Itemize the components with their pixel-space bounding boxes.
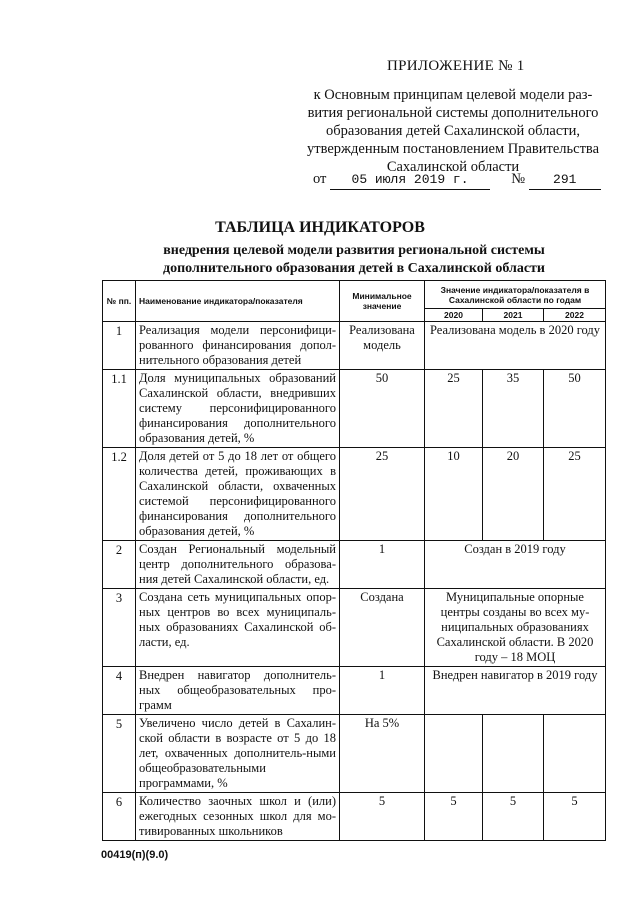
header-year-2020: 2020	[425, 309, 483, 322]
row-value-2022: 5	[544, 793, 606, 841]
row-name: Количество заочных школ и (или) ежегодных сезонных школ для мо-тивированных школьников	[136, 793, 340, 841]
row-value-2021	[483, 715, 544, 793]
table-row	[103, 589, 606, 667]
row-min: 5	[340, 793, 425, 841]
row-years-merged: Реализована модель в 2020 году	[425, 322, 606, 370]
header-min: Минимальное значение	[340, 281, 425, 322]
row-years-merged: Создан в 2019 году	[425, 541, 606, 589]
resolution-date-number	[313, 171, 601, 190]
subtitle-line: внедрения целевой модели развития региональной системы	[163, 243, 545, 258]
date-value: 05 июля 2019 г.	[330, 172, 490, 190]
row-num: 1.1	[103, 370, 136, 448]
row-min: Реализована модель	[340, 322, 425, 370]
row-value-2021: 5	[483, 793, 544, 841]
row-value-2020	[425, 715, 483, 793]
appendix-line: к Основным принципам целевой модели раз-	[313, 87, 593, 103]
header-year-2022: 2022	[544, 309, 606, 322]
header-years-group: Значение индикатора/показателя в Сахалинской области по годам	[425, 281, 606, 309]
document-code: 00419(п)(9.0)	[101, 849, 169, 861]
table-row	[103, 541, 606, 589]
row-min: 1	[340, 541, 425, 589]
number-prefix: №	[511, 171, 526, 187]
header-name: Наименование индикатора/показателя	[136, 281, 340, 322]
document-title: ТАБЛИЦА ИНДИКАТОРОВ	[215, 219, 425, 236]
row-num: 1	[103, 322, 136, 370]
row-value-2020: 25	[425, 370, 483, 448]
appendix-line: вития региональной системы дополнительного	[307, 105, 599, 121]
header-num: № пп.	[103, 281, 136, 322]
row-num: 2	[103, 541, 136, 589]
row-name: Доля детей от 5 до 18 лет от общего количества детей, проживающих в Сахалинской области, охваченных системой персонифицированного финансирования дополнительного образования детей, %	[136, 448, 340, 541]
row-name: Создана сеть муниципальных опор-ных центров во всех муниципаль-ных образованиях Сахалинской об-ласти, ед.	[136, 589, 340, 667]
table-row	[103, 448, 606, 541]
row-num: 1.2	[103, 448, 136, 541]
row-min: 25	[340, 448, 425, 541]
row-value-2021: 20	[483, 448, 544, 541]
row-num: 6	[103, 793, 136, 841]
appendix-heading: ПРИЛОЖЕНИЕ № 1	[387, 58, 525, 74]
table-row	[103, 715, 606, 793]
row-name: Создан Региональный модельный центр дополнительного образова-ния детей Сахалинской области, ед.	[136, 541, 340, 589]
row-years-merged: Внедрен навигатор в 2019 году	[425, 667, 606, 715]
row-num: 4	[103, 667, 136, 715]
document-subtitle	[130, 242, 578, 278]
table-row	[103, 793, 606, 841]
row-value-2021: 35	[483, 370, 544, 448]
subtitle-line: дополнительного образования детей в Сахалинской области	[163, 261, 545, 276]
row-min: На 5%	[340, 715, 425, 793]
row-years-merged: Муниципальные опорные центры созданы во всех му-ниципальных образованиях Сахалинской области. В 2020 году – 18 МОЦ	[425, 589, 606, 667]
row-min: Создана	[340, 589, 425, 667]
row-value-2022: 50	[544, 370, 606, 448]
appendix-reference	[300, 86, 606, 176]
row-min: 1	[340, 667, 425, 715]
row-num: 3	[103, 589, 136, 667]
row-name: Внедрен навигатор дополнитель-ных общеобразовательных про-грамм	[136, 667, 340, 715]
appendix-line: утвержденным постановлением Правительства	[306, 141, 600, 157]
row-min: 50	[340, 370, 425, 448]
appendix-line: образования детей Сахалинской области,	[325, 123, 581, 139]
table-row	[103, 370, 606, 448]
appendix-line: Сахалинской области	[386, 159, 520, 175]
row-value-2022: 25	[544, 448, 606, 541]
table-row	[103, 322, 606, 370]
table-row	[103, 667, 606, 715]
row-name: Увеличено число детей в Сахалин-ской области в возрасте от 5 до 18 лет, охваченных дополнитель-ными общеобразовательными программами, %	[136, 715, 340, 793]
row-value-2022	[544, 715, 606, 793]
row-name: Реализация модели персонифици-рованного финансирования допол-нительного образования детей	[136, 322, 340, 370]
date-prefix: от	[313, 171, 327, 187]
header-year-2021: 2021	[483, 309, 544, 322]
row-value-2020: 5	[425, 793, 483, 841]
row-num: 5	[103, 715, 136, 793]
number-value: 291	[529, 172, 601, 190]
row-name: Доля муниципальных образований Сахалинской области, внедривших систему персонифицированного финансирования дополнительного образования детей, %	[136, 370, 340, 448]
indicators-table	[102, 280, 606, 841]
row-value-2020: 10	[425, 448, 483, 541]
